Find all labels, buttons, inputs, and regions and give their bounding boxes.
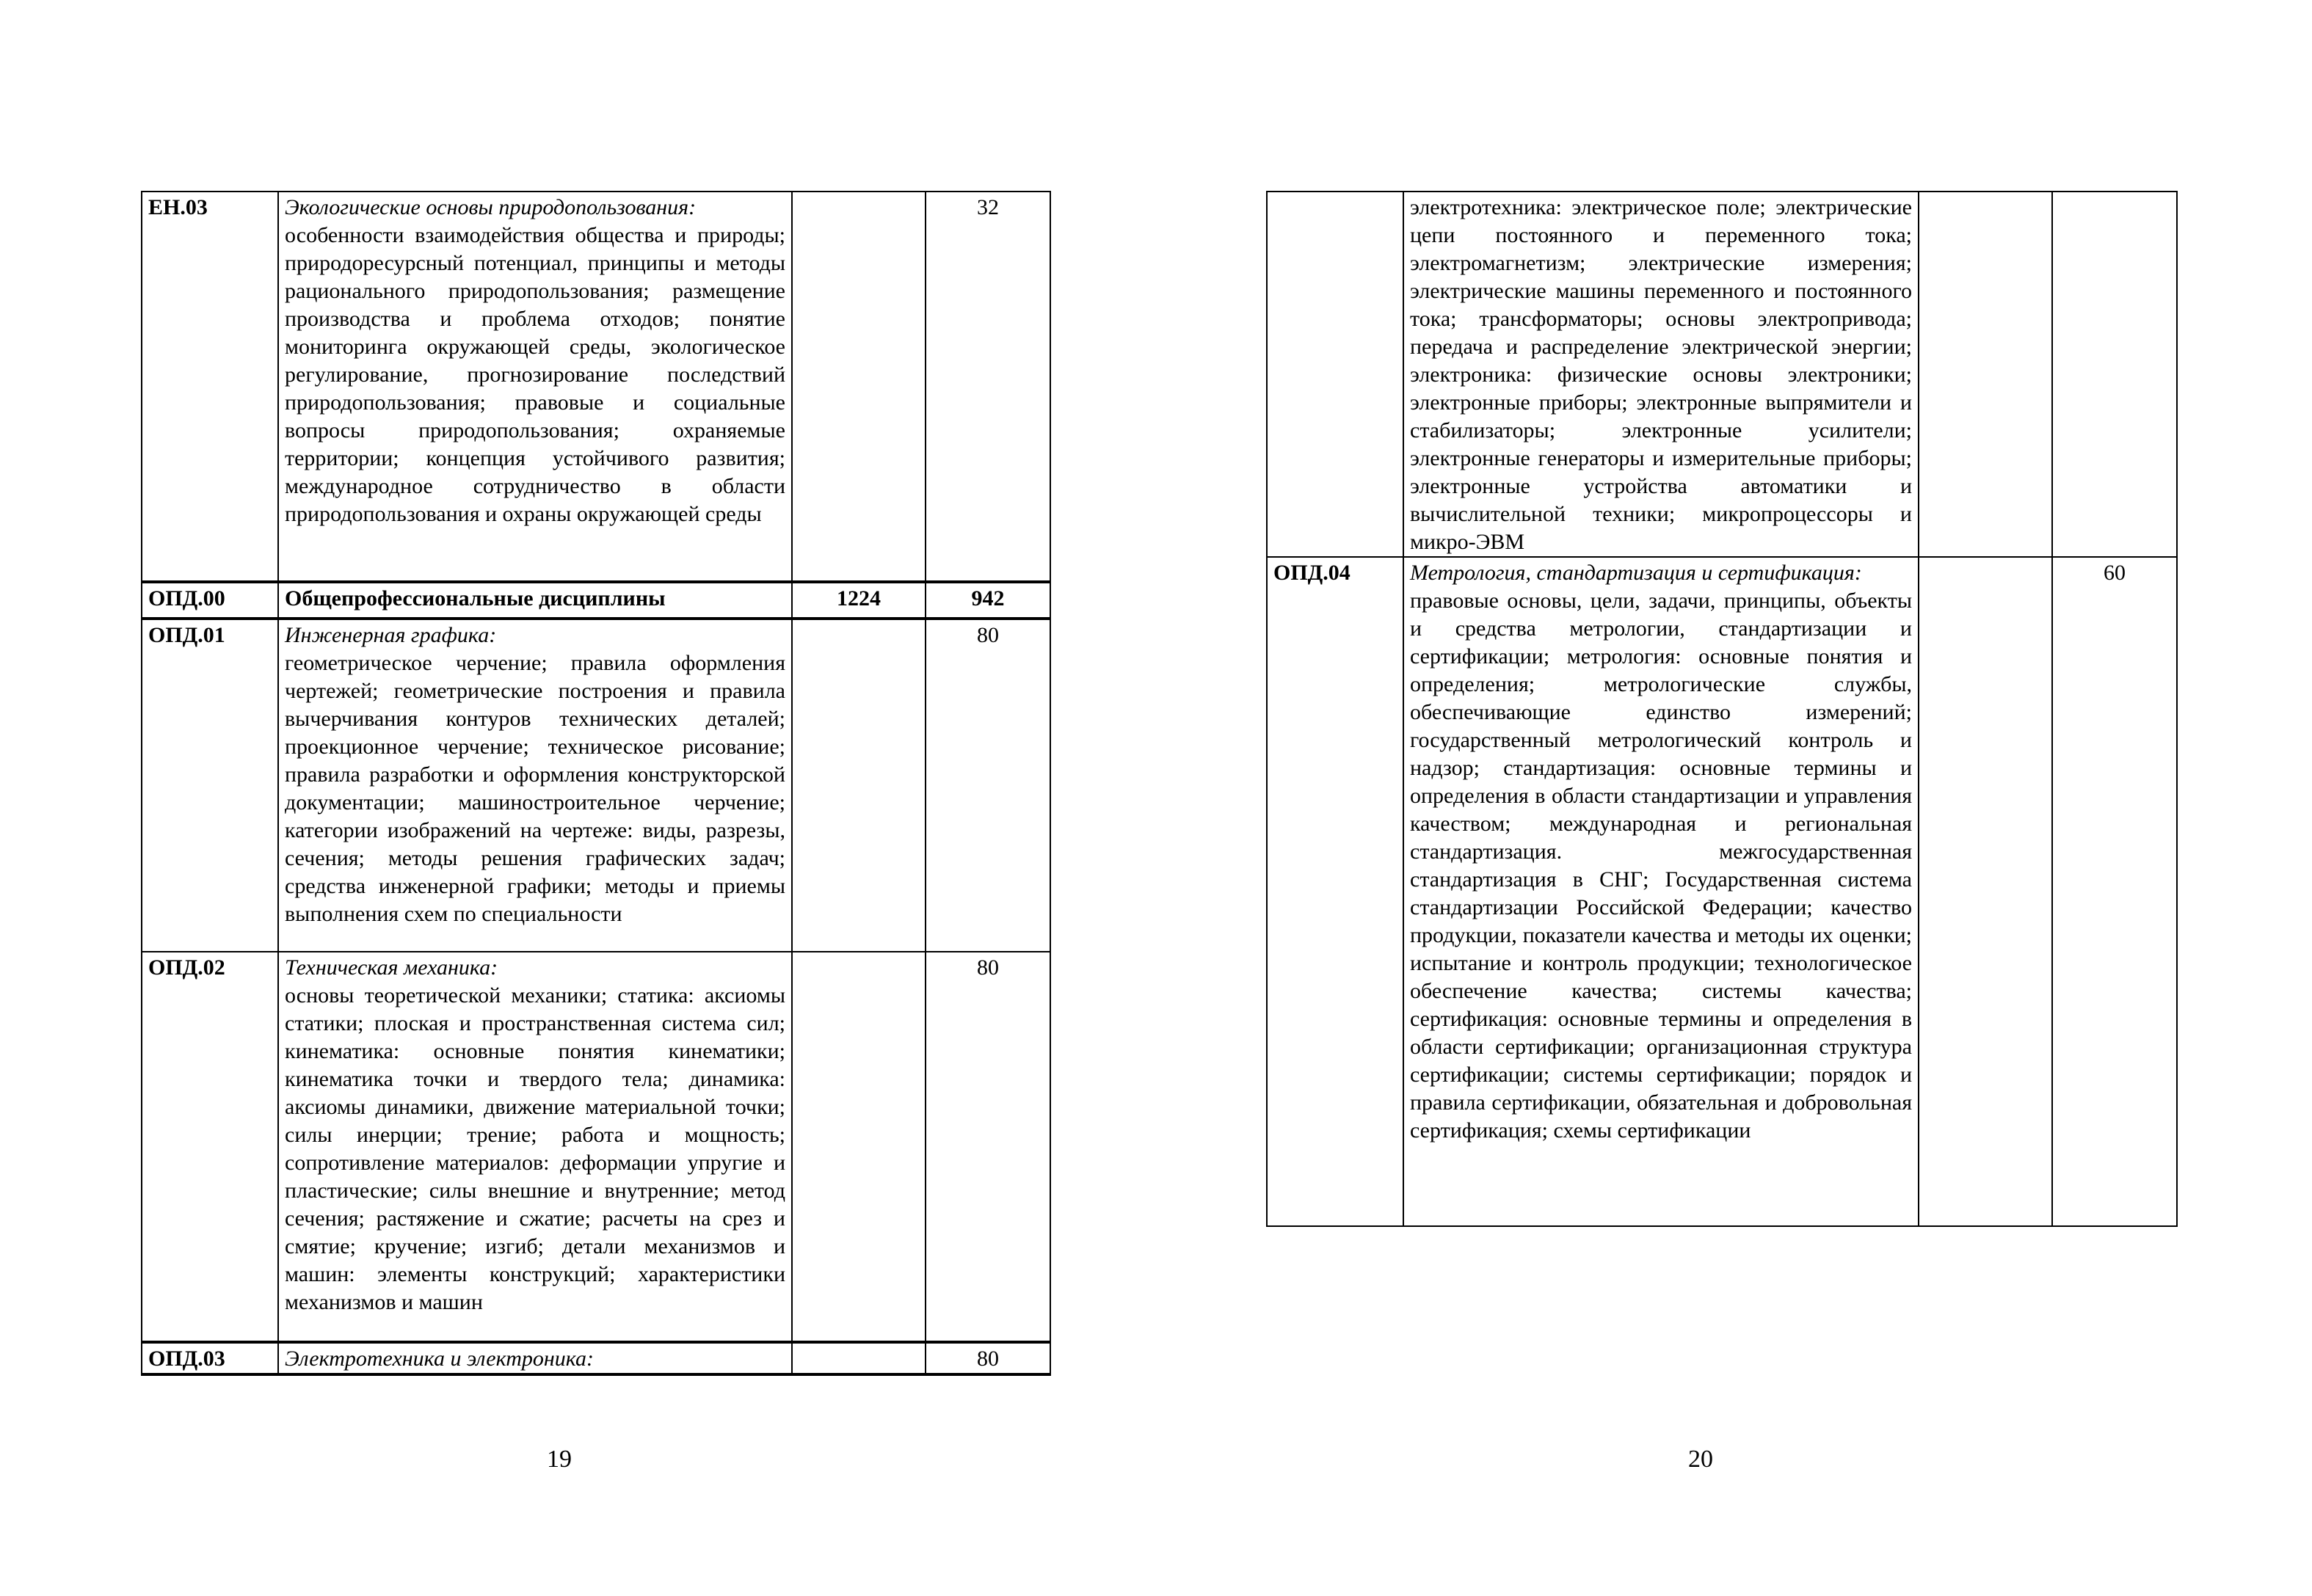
total-hours xyxy=(792,952,926,1342)
discipline-code xyxy=(1267,192,1403,557)
discipline-content: электротехника: электрическое поле; электрические цепи постоянного и переменного тока; электромагнетизм; электрические измерения; электрические машины переменного и постоянного тока; трансформаторы; основы электропривода; передача и распределение электрической энергии; электроника: физические основы электроники; электронные приборы; электронные выпрямители и стабилизаторы; электронные усилители; электронные генераторы и измерительные приборы; электронные устройства автоматики и вычислительной техники; микропроцессоры и микро-ЭВМ xyxy=(1410,195,1912,554)
section-code: ОПД.00 xyxy=(142,582,278,619)
hours-value: 60 xyxy=(2052,557,2177,1226)
discipline-content: геометрическое черчение; правила оформления чертежей; геометрические построения и правила вычерчивания контуров технических деталей; проекционное черчение; техническое рисование; правила разработки и оформления конструкторской документации; машиностроительное черчение; категории изображений на чертеже: виды, разрезы, сечения; методы решения графических задач; средства инженерной графики; методы и приемы выполнения схем по специальности xyxy=(285,651,785,926)
discipline-description xyxy=(1403,192,1919,557)
discipline-code: ОПД.02 xyxy=(142,952,278,1342)
section-heading: Общепрофессиональные дисциплины xyxy=(278,582,792,619)
discipline-description xyxy=(278,192,792,582)
discipline-title: Метрология, стандартизация и сертификация: xyxy=(1410,561,1862,585)
discipline-content: особенности взаимодействия общества и природы; природоресурсный потенциал, принципы и методы рационального природопользования; размещение производства и проблема отходов; понятие мониторинга окружающей среды, экологическое регулирование, прогнозирование последствий природопользования; правовые и социальные вопросы природопользования; охраняемые территории; концепция устойчивого развития; международное сотрудничество в области природопользования и охраны окружающей среды xyxy=(285,223,785,526)
discipline-code: ОПД.04 xyxy=(1267,557,1403,1226)
right-page xyxy=(1156,0,2312,1596)
table-row xyxy=(142,952,1050,1342)
table-row xyxy=(142,619,1050,952)
discipline-title: Электротехника и электроника: xyxy=(285,1347,595,1371)
table-row xyxy=(1267,192,2177,557)
discipline-content: правовые основы, цели, задачи, принципы, объекты и средства метрологии, стандартизации и сертификации; метрология: основные понятия и определения; метрологические службы, обеспечивающие единство измерений; государственный метрологический контроль и надзор; стандартизация: основные термины и определения в области стандартизации и управления качеством; международная и региональная стандартизация. межгосударственная стандартизация в СНГ; Государственная система стандартизации Российской Федерации; качество продукции, показатели качества и методы их оценки; испытание и контроль продукции; технологическое обеспечение качества; системы качества; сертификация: основные термины и определения в области сертификации; организационная структура сертификации; системы сертификации; порядок и правила сертификации, обязательная и добровольная сертификация; схемы сертификации xyxy=(1410,589,1912,1143)
hours-value: 80 xyxy=(926,952,1050,1342)
total-hours xyxy=(1919,192,2052,557)
total-hours xyxy=(792,619,926,952)
discipline-code: ОПД.03 xyxy=(142,1342,278,1374)
hours-value: 942 xyxy=(926,582,1050,619)
discipline-description xyxy=(278,1342,792,1374)
discipline-code: ОПД.01 xyxy=(142,619,278,952)
page-number: 19 xyxy=(547,1446,572,1473)
discipline-title: Экологические основы природопользования: xyxy=(285,195,697,219)
page-number: 20 xyxy=(1688,1446,1713,1473)
discipline-code: ЕН.03 xyxy=(142,192,278,582)
hours-value: 80 xyxy=(926,1342,1050,1374)
table-row xyxy=(142,192,1050,582)
discipline-title: Инженерная графика: xyxy=(285,623,497,647)
total-hours: 1224 xyxy=(792,582,926,619)
discipline-description xyxy=(278,952,792,1342)
hours-value xyxy=(2052,192,2177,557)
discipline-title: Техническая механика: xyxy=(285,955,498,980)
hours-value: 32 xyxy=(926,192,1050,582)
table-row xyxy=(1267,557,2177,1226)
discipline-description xyxy=(1403,557,1919,1226)
discipline-content: основы теоретической механики; статика: аксиомы статики; плоская и пространственная система сил; кинематика: основные понятия кинематики; кинематика точки и твердого тела; динамика: аксиомы динамики, движение материальной точки; силы инерции; трение; работа и мощность; сопротивление материалов: деформации упругие и пластические; силы внешние и внутренние; метод сечения; растяжение и сжатие; расчеты на срез и смятие; кручение; изгиб; детали механизмов и машин: элементы конструкций; характеристики механизмов и машин xyxy=(285,983,785,1314)
total-hours xyxy=(792,1342,926,1374)
hours-value: 80 xyxy=(926,619,1050,952)
curriculum-table-right xyxy=(1266,191,2178,1227)
total-hours xyxy=(1919,557,2052,1226)
total-hours xyxy=(792,192,926,582)
discipline-description xyxy=(278,619,792,952)
table-row xyxy=(142,1342,1050,1374)
curriculum-table-left xyxy=(141,191,1051,1376)
table-row-section-heading xyxy=(142,582,1050,619)
